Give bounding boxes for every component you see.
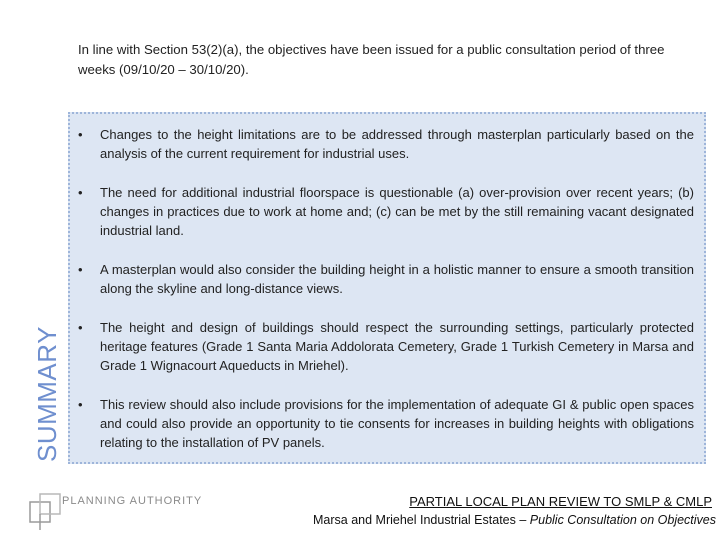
footer-subtitle-prefix: Marsa and Mriehel Industrial Estates –: [313, 513, 530, 527]
bullet-item: [78, 395, 694, 452]
side-title: SUMMARY: [32, 326, 62, 462]
bullet-marker: •: [78, 320, 83, 335]
logo-text: PLANNING AUTHORITY: [62, 495, 203, 507]
footer-subtitle: [313, 513, 716, 527]
bullet-text: This review should also include provisions for the implementation of adequate GI & public open spaces and could also provide an opportunity to tie consents for increases in building heights with obligations relating to the installation of PV panels.: [100, 397, 694, 450]
bullet-text: The height and design of buildings should respect the surrounding settings, particularly protected heritage features (Grade 1 Santa Maria Addolorata Cemetery, Grade 1 Turkish Cemetery in Marsa and Grade 1 Wignacourt Aqueducts in Mriehel).: [100, 320, 694, 373]
footer-title: PARTIAL LOCAL PLAN REVIEW TO SMLP & CMLP: [409, 494, 712, 509]
bullet-marker: •: [78, 262, 83, 277]
footer-subtitle-italic: Public Consultation on Objectives: [529, 513, 716, 527]
intro-paragraph: In line with Section 53(2)(a), the objectives have been issued for a public consultation period of three weeks (09/10/20 – 30/10/20).: [78, 42, 665, 77]
planning-authority-logo-icon: [28, 492, 62, 532]
bullet-marker: •: [78, 185, 83, 200]
bullet-item: [78, 125, 694, 163]
bullet-text: Changes to the height limitations are to be addressed through masterplan particularly based on the analysis of the current requirement for industrial uses.: [100, 127, 694, 161]
bullet-marker: •: [78, 127, 83, 142]
bullet-item: [78, 260, 694, 298]
bullet-text: The need for additional industrial floorspace is questionable (a) over-provision over recent years; (b) changes in practices due to work at home and; (c) can be met by the still remaining vacant designated industrial land.: [100, 185, 694, 238]
bullet-item: [78, 318, 694, 375]
bullet-item: [78, 183, 694, 240]
bullet-text: A masterplan would also consider the building height in a holistic manner to ensure a smooth transition along the skyline and long-distance views.: [100, 262, 694, 296]
bullet-marker: •: [78, 397, 83, 412]
